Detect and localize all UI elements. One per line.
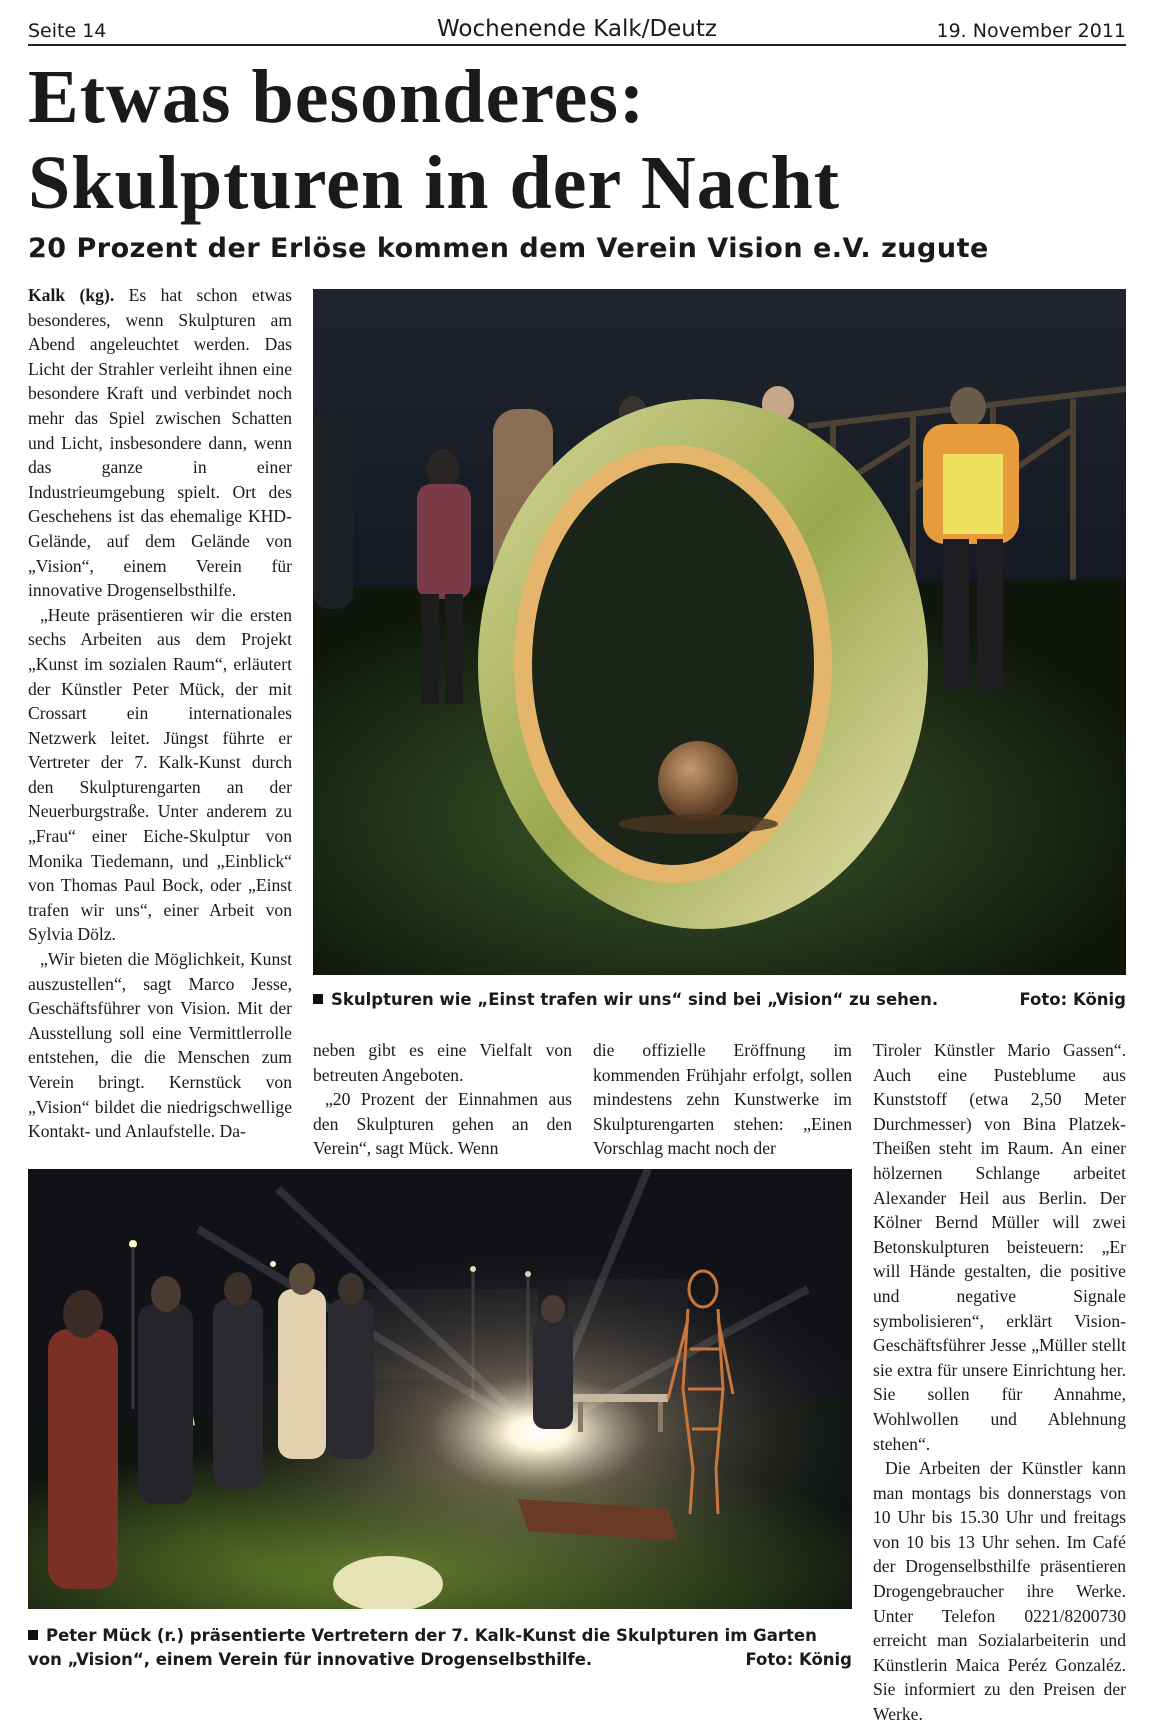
- photo-ring-sculpture: [313, 289, 1126, 975]
- paragraph: neben gibt es eine Vielfalt von betreuten Angeboten.: [313, 1040, 572, 1085]
- article-column-1: [28, 283, 292, 1144]
- paragraph: „20 Prozent der Einnahmen aus den Skulpturen gehen an den Verein“, sagt Mück. Wenn: [313, 1089, 572, 1159]
- subheadline: 20 Prozent der Erlöse kommen dem Verein Vision e.V. zugute: [28, 233, 989, 264]
- issue-date: 19. November 2011: [936, 20, 1126, 42]
- photo-sculpture-garden: [28, 1169, 852, 1609]
- paragraph: [28, 283, 292, 603]
- headline: [28, 54, 1128, 226]
- section-title: Wochenende Kalk/Deutz: [437, 16, 717, 42]
- caption-text: Peter Mück (r.) präsentierte Vertretern der 7. Kalk-Kunst die Skulpturen im Garten von „Vision“, einem Verein für innovative Drogenselbsthilfe.: [28, 1626, 817, 1669]
- article-column-3: [593, 1038, 852, 1161]
- paragraph: die offizielle Eröffnung im kommenden Frühjahr erfolgt, sollen mindestens zehn Kunstwerke im Skulpturengarten stehen: „Einen Vorschlag macht noch der: [593, 1040, 852, 1159]
- paragraph: Tiroler Künstler Mario Gassen“. Auch eine Pusteblume aus Kunststoff (etwa 2,50 Meter Durchmesser) von Bina Platzek-Theißen steht im Raum. An einer hölzernen Schlange arbeitet Alexander Heil aus Berlin. Der Kölner Bernd Müller will zwei Betonskulpturen beisteuern: „Er will Hände gestalten, die positive und negative Signale symbolisieren“, erklärt Vision-Geschäftsführer Jesse „Müller stellt sie extra für unsere Einrichtung her. Sie sollen für Annahme, Wohlwollen und Ablehnung stehen“.: [873, 1040, 1126, 1454]
- headline-line-2: Skulpturen in der Nacht: [28, 141, 841, 225]
- sculpture-garden-image: [28, 1169, 852, 1609]
- caption-text: Skulpturen wie „Einst trafen wir uns“ sind bei „Vision“ zu sehen.: [331, 990, 939, 1009]
- article-column-2: [313, 1038, 572, 1161]
- photo-credit: Foto: König: [745, 1650, 852, 1669]
- header-rule: [28, 44, 1126, 46]
- paragraph: Die Arbeiten der Künstler kann man montags bis donnerstags von 10 Uhr bis 15.30 Uhr und freitags von 10 bis 13 Uhr sehen. Im Café der Drogenselbsthilfe präsentieren Drogengebraucher ihre Werke. Unter Telefon 0221/8200730 erreicht man Sozialarbeiterin und Künstlerin Maica Peréz Gonzaléz. Sie informiert zu den Preisen der Werke.: [873, 1458, 1126, 1725]
- paragraph-text: Es hat schon etwas besonderes, wenn Skulpturen am Abend angeleuchtet werden. Das Licht der Strahler verleiht ihnen eine besondere Kraft und verbindet noch mehr das Spiel zwischen Schatten und Licht, insbesondere dann, wenn das ganze in einer Industrieumgebung spielt. Ort des Geschehens ist das ehemalige KHD-Gelände, auf dem Gelände von „Vision“, einem Verein für innovative Drogenselbsthilfe.: [28, 285, 292, 601]
- caption-bullet: [313, 994, 323, 1004]
- photo-caption-2: [28, 1624, 852, 1672]
- paragraph: „Wir bieten die Möglichkeit, Kunst auszustellen“, sagt Marco Jesse, Geschäftsführer von Vision. Mit der Ausstellung soll eine Vermittlerrolle entstehen, die die Menschen zum Verein bringt. Kernstück von „Vision“ bildet die niedrigschwellige Kontakt- und Anlaufstelle. Da-: [28, 949, 292, 1142]
- headline-line-1: Etwas besonderes:: [28, 55, 646, 139]
- photo-credit: Foto: König: [1019, 990, 1126, 1009]
- ring-sculpture-image: [313, 289, 1126, 975]
- page-number: Seite 14: [28, 20, 107, 42]
- article-column-4: [873, 1038, 1126, 1727]
- paragraph: „Heute präsentieren wir die ersten sechs Arbeiten aus dem Projekt „Kunst im sozialen Raum“, erläutert der Künstler Peter Mück, der mit Crossart ein internationales Netzwerk leitet. Jüngst führte er Vertreter der 7. Kalk-Kunst durch den Skulpturengarten an der Neuerburgstraße. Unter anderem zu „Frau“ einer Eiche-Skulptur von Monika Tiedemann, und „Einblick“ von Thomas Paul Bock, oder „Einst trafen wir uns“, einer Arbeit von Sylvia Dölz.: [28, 604, 292, 945]
- caption-bullet: [28, 1630, 38, 1640]
- dateline: Kalk (kg).: [28, 285, 115, 305]
- photo-caption-1: [313, 988, 1126, 1012]
